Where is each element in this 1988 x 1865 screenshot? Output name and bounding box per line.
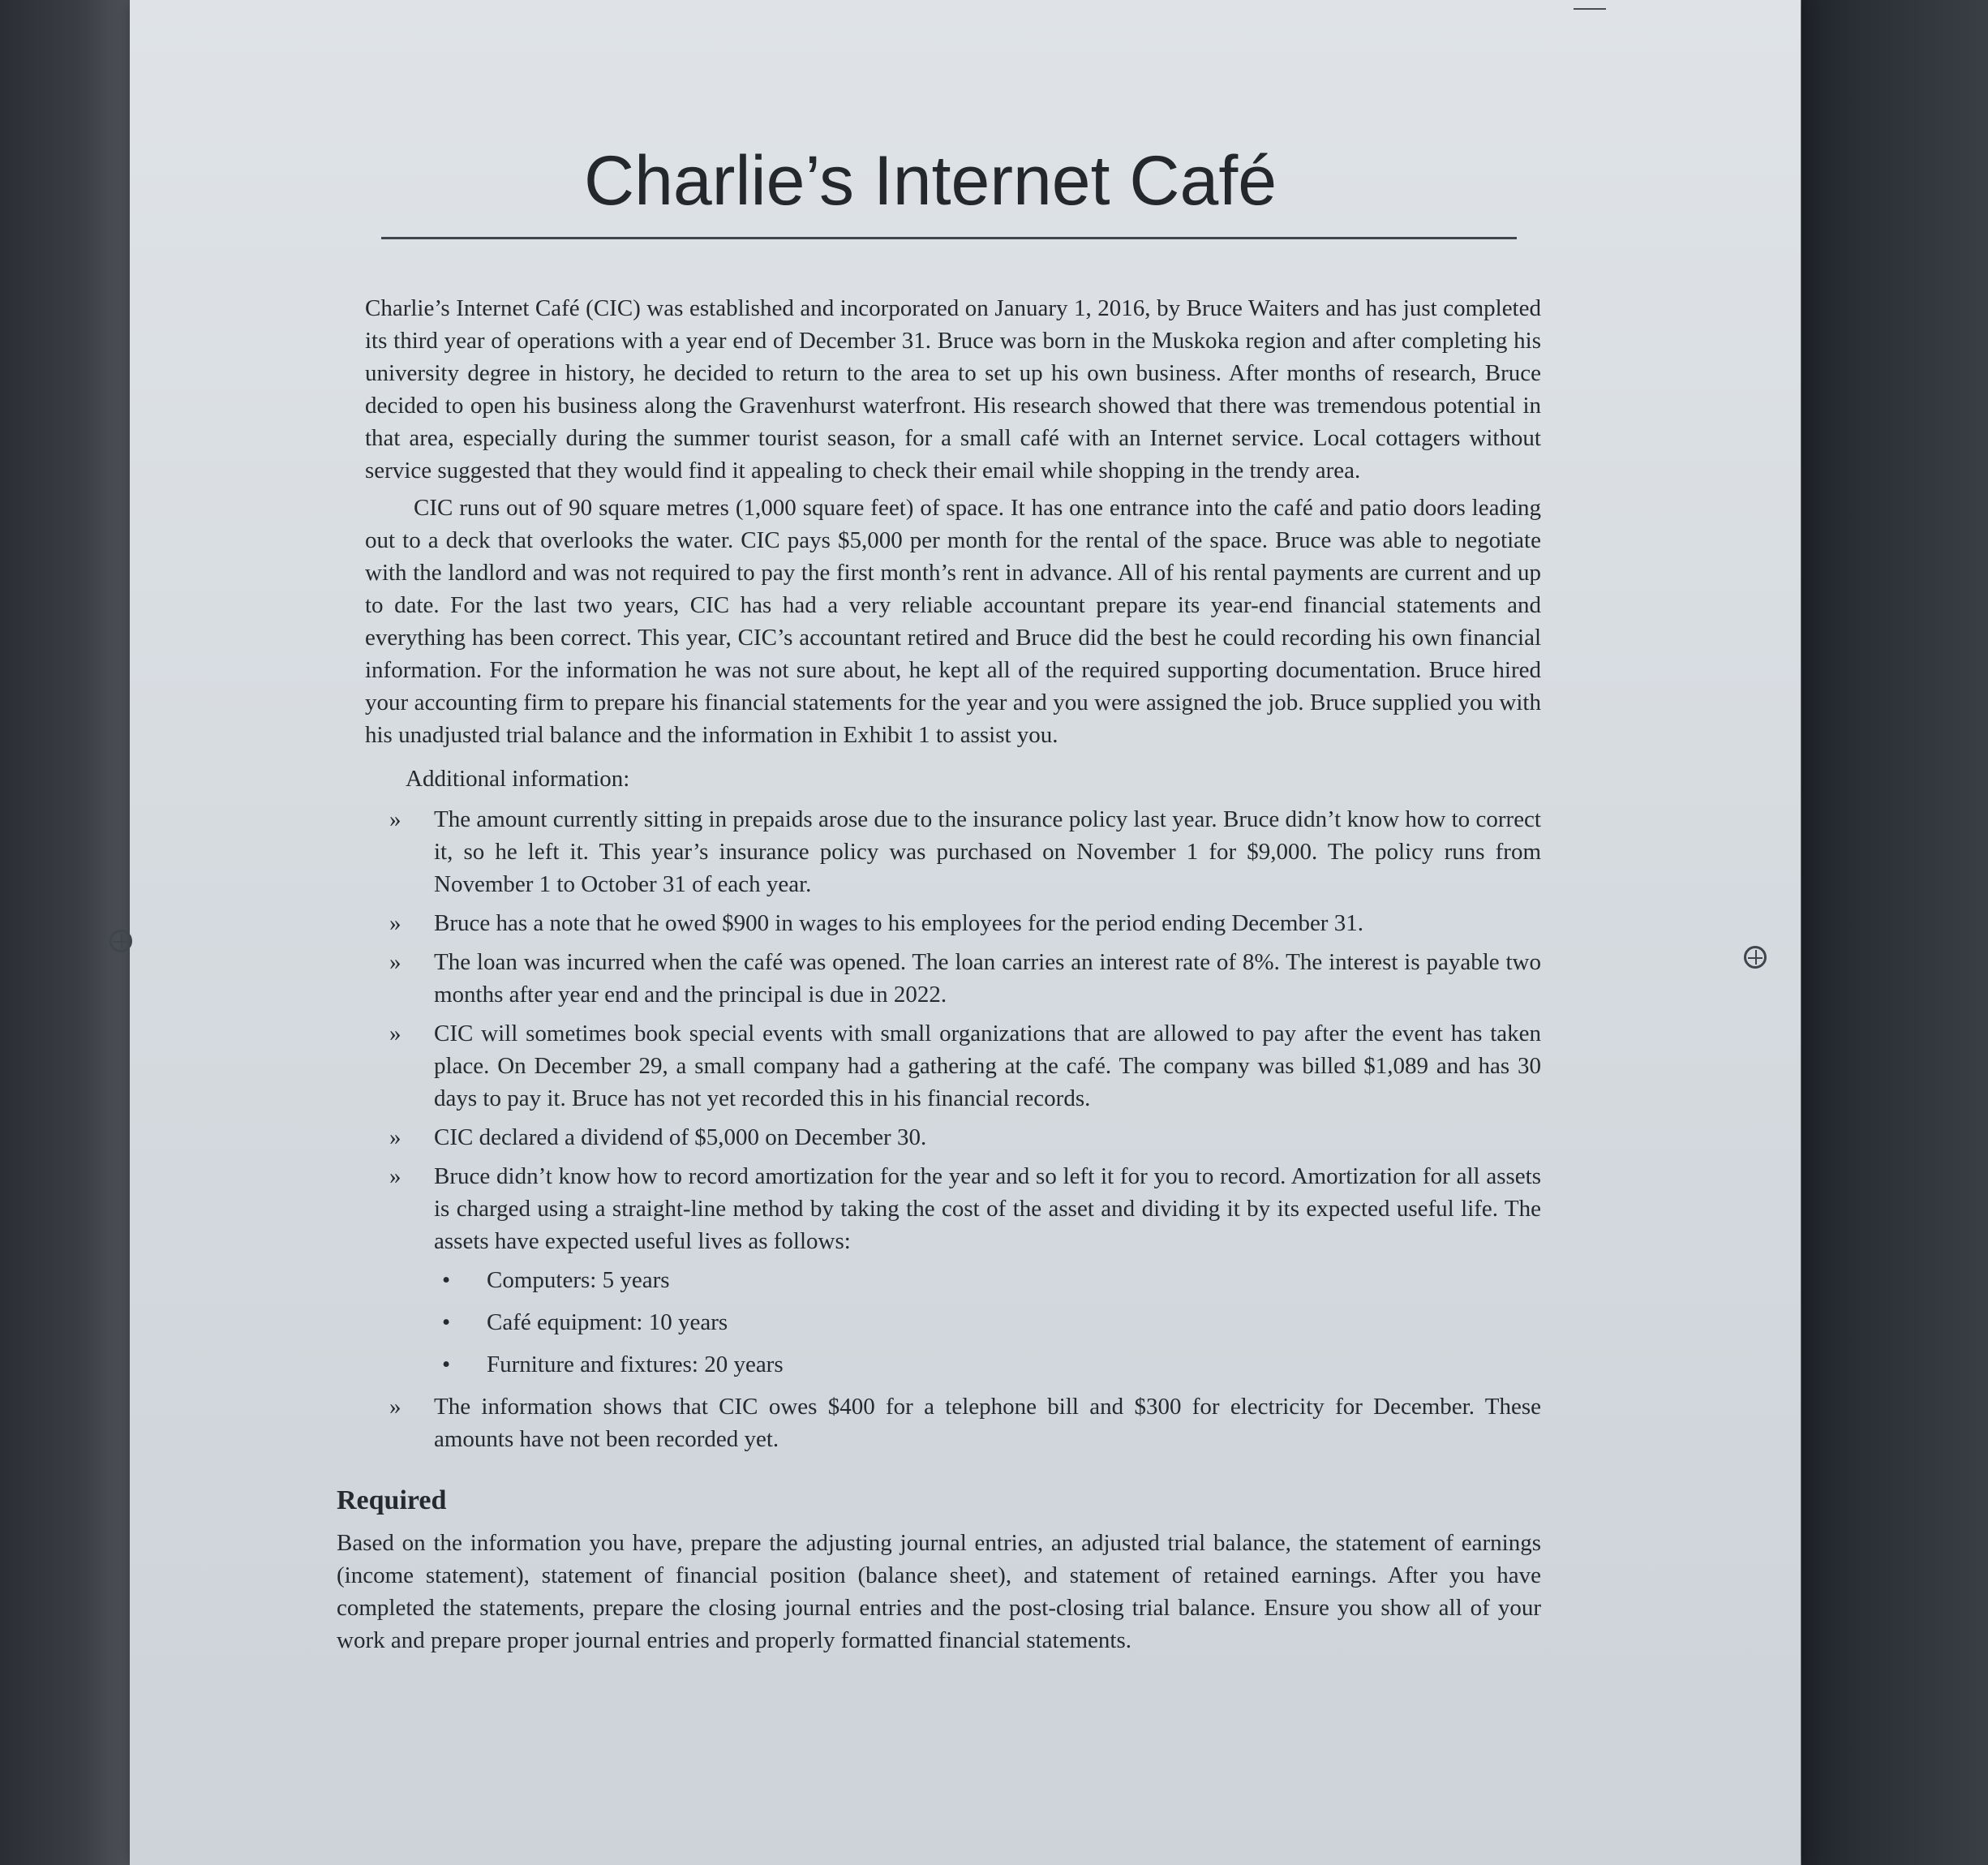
dot-bullet-icon: •	[442, 1267, 451, 1293]
registration-mark-icon	[109, 930, 132, 952]
title-rule	[381, 237, 1517, 239]
list-item-text: Bruce didn’t know how to record amortization for the year and so left it for you to record. Amortization for all assets is charged using a straight-line method by taking the cost of the asset and dividing it by its expected useful life. The assets have expected useful lives as follows:	[434, 1163, 1541, 1254]
list-item	[365, 907, 1541, 939]
chevron-bullet-icon: »	[389, 1021, 401, 1046]
chevron-bullet-icon: »	[389, 949, 401, 975]
list-item-text: CIC declared a dividend of $5,000 on December 30.	[434, 1124, 927, 1150]
list-item-text: The loan was incurred when the café was opened. The loan carries an interest rate of 8%. The interest is payable two months after year end and the principal is due in 2022.	[434, 949, 1541, 1008]
corner-mark	[1574, 8, 1606, 10]
list-item	[365, 1017, 1541, 1115]
additional-info-label: Additional information:	[406, 766, 630, 792]
space-paragraph: CIC runs out of 90 square metres (1,000 square feet) of space. It has one entrance into the café and patio doors leading out to a deck that overlooks the water. CIC pays $5,000 per month for the rental of the space. Bruce was able to negotiate with the landlord and was not required to pay the first month’s rent in advance. All of his rental payments are current and up to date. For the last two years, CIC has had a very reliable accountant prepare its year-end financial statements and everything has been correct. This year, CIC’s accountant retired and Bruce did the best he could recording his own financial information. For the information he was not sure about, he kept all of the required supporting documentation. Bruce hired your accounting firm to prepare his financial statements for the year and you were assigned the job. Bruce supplied you with his unadjusted trial balance and the information in Exhibit 1 to assist you.	[365, 495, 1541, 748]
background-right	[1801, 0, 1988, 1865]
list-item	[365, 1121, 1541, 1154]
chevron-bullet-icon: »	[389, 1124, 401, 1150]
dot-bullet-icon: •	[442, 1351, 451, 1377]
sub-list-item	[365, 1306, 1541, 1339]
document-body	[337, 292, 1541, 1661]
list-item-text: Bruce has a note that he owed $900 in wages to his employees for the period ending December 31.	[434, 910, 1363, 936]
chevron-bullet-icon: »	[389, 1163, 401, 1189]
chevron-bullet-icon: »	[389, 910, 401, 936]
registration-mark-icon	[1744, 946, 1767, 969]
list-item	[365, 1390, 1541, 1455]
list-item-text: CIC will sometimes book special events with small organizations that are allowed to pay after the event has taken place. On December 29, a small company had a gathering at the café. The company was billed $1,089 and has 30 days to pay it. Bruce has not yet recorded this in his financial records.	[434, 1021, 1541, 1111]
list-item	[365, 946, 1541, 1011]
sub-list-item	[365, 1264, 1541, 1296]
sub-list-item	[365, 1348, 1541, 1381]
list-item-text: The information shows that CIC owes $400 for a telephone bill and $300 for electricity for December. These amounts have not been recorded yet.	[434, 1394, 1541, 1452]
page-title: Charlie’s Internet Café	[584, 142, 1277, 220]
list-item	[365, 1160, 1541, 1257]
intro-paragraph: Charlie’s Internet Café (CIC) was established and incorporated on January 1, 2016, by Bruce Waiters and has just completed its third year of operations with a year end of December 31. Bruce was born in the Muskoka region and after completing his university degree in history, he decided to return to the area to set up his own business. After months of research, Bruce decided to open his business along the Gravenhurst waterfront. His research showed that there was tremendous potential in that area, especially during the summer tourist season, for a small café with an Internet service. Local cottagers without service suggested that they would find it appealing to check their email while shopping in the trendy area.	[365, 295, 1541, 483]
sub-list-item-text: Café equipment: 10 years	[487, 1309, 728, 1335]
required-heading: Required	[337, 1485, 447, 1515]
list-item	[365, 803, 1541, 900]
chevron-bullet-icon: »	[389, 1394, 401, 1420]
sub-list-item-text: Furniture and fixtures: 20 years	[487, 1351, 784, 1377]
dot-bullet-icon: •	[442, 1309, 451, 1335]
required-paragraph: Based on the information you have, prepare the adjusting journal entries, an adjusted trial balance, the statement of earnings (income statement), statement of financial position (balance sheet), and statement of retained earnings. After you have completed the statements, prepare the closing journal entries and the post-closing trial balance. Ensure you show all of your work and prepare proper journal entries and properly formatted financial statements.	[337, 1530, 1541, 1653]
sub-list-item-text: Computers: 5 years	[487, 1267, 670, 1293]
list-item-text: The amount currently sitting in prepaids arose due to the insurance policy last year. Bruce didn’t know how to correct it, so he left it. This year’s insurance policy was purchased on November 1 for $9,000. The policy runs from November 1 to October 31 of each year.	[434, 806, 1541, 897]
chevron-bullet-icon: »	[389, 806, 401, 832]
